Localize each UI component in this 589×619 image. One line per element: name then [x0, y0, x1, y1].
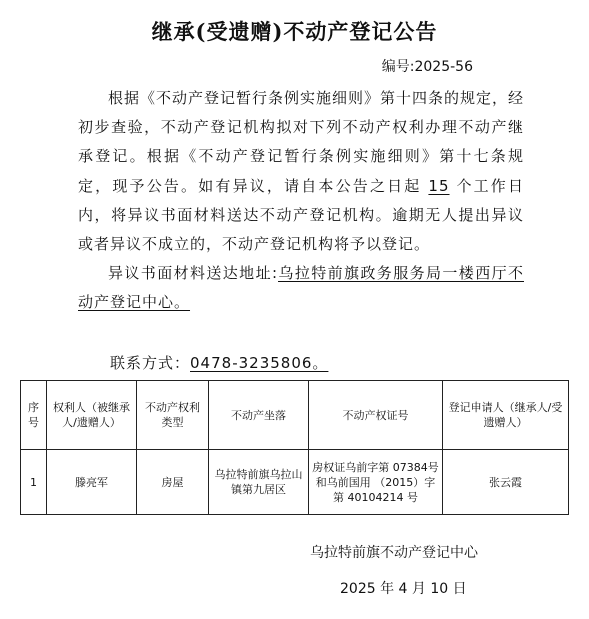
header-holder: 权利人（被继承人/遗赠人） — [47, 381, 137, 450]
header-cert-no: 不动产权证号 — [309, 381, 443, 450]
header-applicant: 登记申请人（继承人/受遗赠人） — [443, 381, 569, 450]
table-header-row — [21, 381, 569, 450]
paragraph-text-part-1: 根据《不动产登记暂行条例实施细则》第十四条的规定，经初步查验，不动产登记机构拟对下列不动产权利办理不动产继承登记。根据《不动产登记暂行条例实施细则》第十七条规定，现予公告。如有异议，请自本公告之日起 — [78, 89, 525, 195]
contact-phone: 0478-3235806。 — [190, 354, 329, 372]
header-right-type: 不动产权利类型 — [137, 381, 209, 450]
address-value: 乌拉特前旗政务服务局一楼西厅不动产登记中心。 — [78, 264, 524, 312]
address-label: 异议书面材料送达地址: — [108, 264, 279, 283]
registration-table — [20, 380, 569, 515]
table-row — [21, 450, 569, 515]
cell-location: 乌拉特前旗乌拉山镇第九居区 — [209, 450, 309, 515]
cell-right-type: 房屋 — [137, 450, 209, 515]
paragraph-address — [78, 259, 524, 317]
paragraph-text-part-2: 个工作日内，将异议书面材料送达不动产登记机构。逾期无人提出异议或者异议不成立的，不动产登记机构将予以登记。 — [78, 176, 524, 254]
contact-label: 联系方式： — [110, 354, 191, 372]
header-location: 不动产坐落 — [209, 381, 309, 450]
contact-line — [110, 352, 328, 373]
paragraph-legal-basis — [78, 84, 524, 259]
notice-body — [78, 84, 524, 318]
cell-cert-no: 房权证乌前字第 07384号和乌前国用 （2015）字第 40104214 号 — [309, 450, 443, 515]
cell-holder: 滕亮军 — [47, 450, 137, 515]
objection-days: 15 — [428, 176, 450, 195]
cell-index: 1 — [21, 450, 47, 515]
issue-date: 2025 年 4 月 10 日 — [340, 581, 467, 597]
notice-title: 继承(受遗赠)不动产登记公告 — [151, 19, 438, 44]
cell-applicant: 张云霞 — [443, 450, 569, 515]
document-number: 编号:2025-56 — [381, 59, 473, 75]
issuing-organization: 乌拉特前旗不动产登记中心 — [310, 545, 478, 561]
header-index: 序号 — [21, 381, 47, 450]
